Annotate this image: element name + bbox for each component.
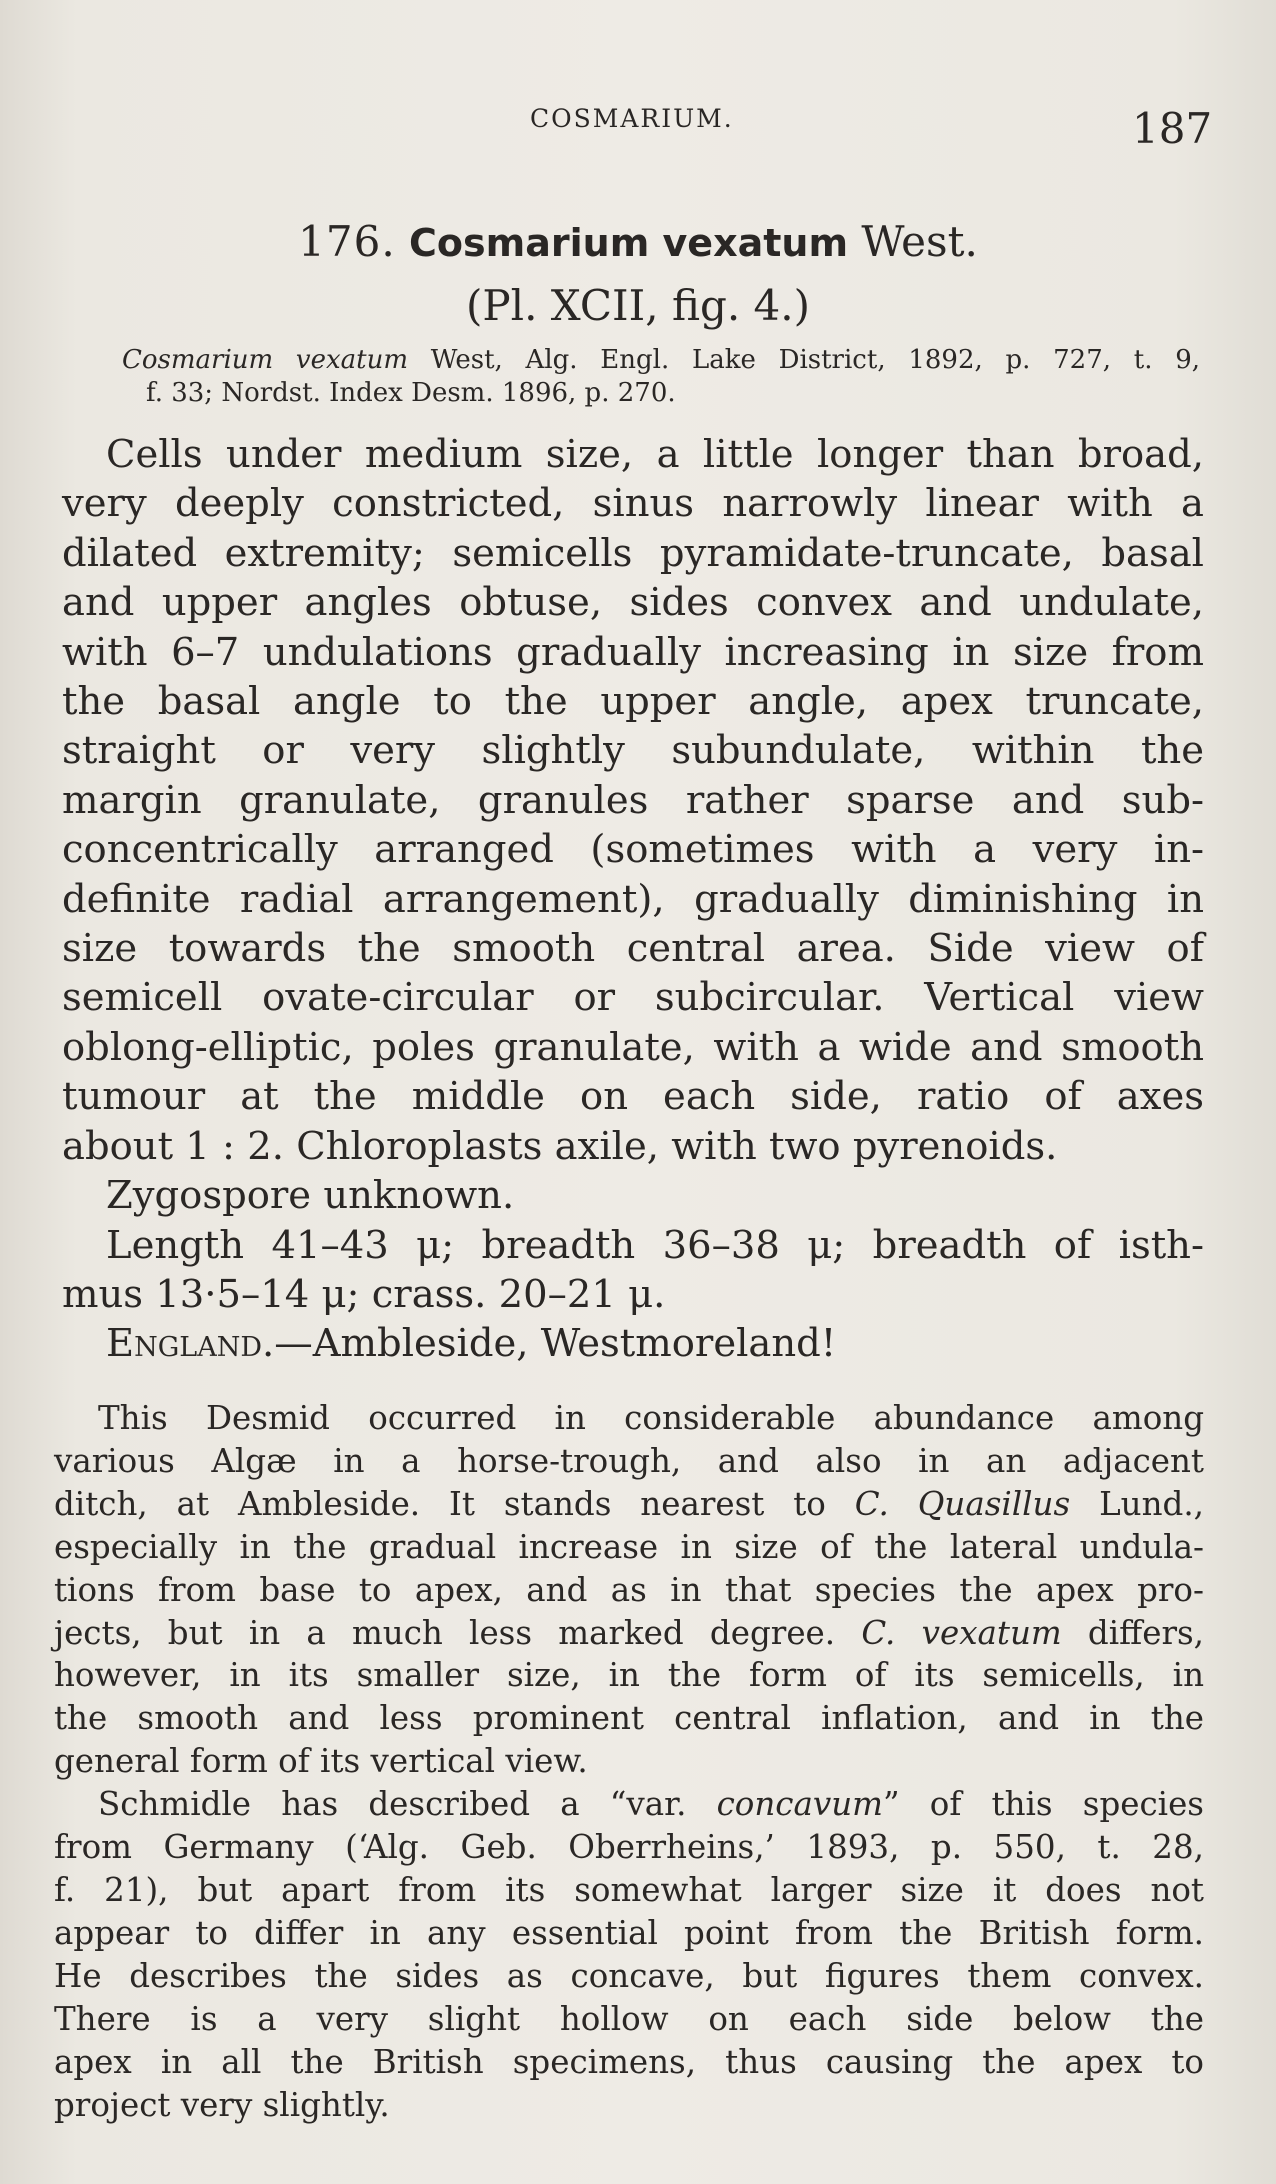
description-line: concentrically arranged (sometimes with a very in- [62, 827, 1204, 873]
note-line: This Desmid occurred in considerable abundance among [98, 1399, 1204, 1437]
description-line: and upper angles obtuse, sides convex and undulate, [62, 580, 1204, 626]
running-head: COSMARIUM. [530, 104, 734, 133]
synonymy-line: f. 33; Nordst. Index Desm. 1896, p. 270. [146, 378, 676, 408]
species-name: Cosmarium vexatum [409, 221, 849, 265]
description-line: dilated extremity; semicells pyramidate-truncate, basal [62, 530, 1204, 576]
species-author: West. [861, 217, 978, 266]
locality-text: —Ambleside, Westmoreland! [274, 1321, 837, 1367]
notes [54, 1397, 1204, 2126]
note-line: apex in all the British specimens, thus causing the apex to [54, 2042, 1204, 2081]
description-line: semicell ovate-circular or subcircular. Vertical view [62, 975, 1204, 1021]
locality-line [62, 1319, 1204, 1368]
synonymy [110, 344, 1200, 410]
description-line: about 1 : 2. Chloroplasts axile, with two pyrenoids. [62, 1123, 1058, 1169]
measurements-line: mus 13·5–14 μ; crass. 20–21 μ. [62, 1271, 666, 1317]
description-line: the basal angle to the upper angle, apex truncate, [62, 679, 1204, 725]
entry-number: 176. [298, 217, 396, 266]
note-line: the smooth and less prominent central inflation, and in the [54, 1699, 1204, 1738]
description-line: with 6–7 undulations gradually increasing in size from [62, 629, 1204, 675]
note-line: He describes the sides as concave, but figures them convex. [54, 1956, 1204, 1995]
description-line: margin granulate, granules rather sparse and sub- [62, 777, 1204, 823]
note-line: project very slightly. [54, 2085, 390, 2124]
note-line: appear to differ in any essential point from the British form. [54, 1913, 1204, 1952]
description-line: size towards the smooth central area. Side view of [62, 926, 1204, 972]
note-line: general form of its vertical view. [54, 1742, 588, 1781]
description-line: definite radial arrangement), gradually diminishing in [62, 876, 1204, 922]
page-number: 187 [1132, 104, 1213, 153]
synonymy-name: Cosmarium vexatum [122, 345, 409, 375]
measurements-line: Length 41–43 μ; breadth 36–38 μ; breadth of isth- [106, 1222, 1204, 1268]
species-heading [0, 212, 1276, 273]
note-line: especially in the gradual increase in size of the lateral undula- [54, 1527, 1204, 1566]
description [62, 430, 1204, 1369]
note-line: f. 21), but apart from its somewhat larger size it does not [54, 1870, 1204, 1909]
zygospore-line: Zygospore unknown. [106, 1173, 515, 1219]
note-line: Schmidle has described a “var. concavum” of this species [98, 1785, 1204, 1824]
note-line: jects, but in a much less marked degree. C. vexatum differs, [54, 1613, 1205, 1652]
description-line: straight or very slightly subundulate, within the [62, 728, 1204, 774]
note-line: tions from base to apex, and as in that species the apex pro- [54, 1570, 1204, 1609]
note-line: ditch, at Ambleside. It stands nearest to C. Quasillus Lund., [54, 1484, 1204, 1523]
synonymy-line: Cosmarium vexatum West, Alg. Engl. Lake District, 1892, p. 727, t. 9, [122, 345, 1201, 375]
locality-label: England. [106, 1321, 275, 1367]
plate-reference: (Pl. XCII, fig. 4.) [465, 281, 811, 330]
note-line: There is a very slight hollow on each side below the [54, 1999, 1204, 2038]
description-line: Cells under medium size, a little longer than broad, [106, 432, 1204, 477]
description-line: very deeply constricted, sinus narrowly linear with a [62, 481, 1204, 527]
description-line: oblong-elliptic, poles granulate, with a wide and smooth [62, 1024, 1204, 1070]
note-line: however, in its smaller size, in the form of its semicells, in [54, 1656, 1204, 1695]
note-line: from Germany (‘Alg. Geb. Oberrheins,’ 1893, p. 550, t. 28, [54, 1828, 1204, 1867]
note-line: various Algæ in a horse-trough, and also in an adjacent [54, 1441, 1204, 1480]
description-line: tumour at the middle on each side, ratio of axes [62, 1074, 1204, 1120]
